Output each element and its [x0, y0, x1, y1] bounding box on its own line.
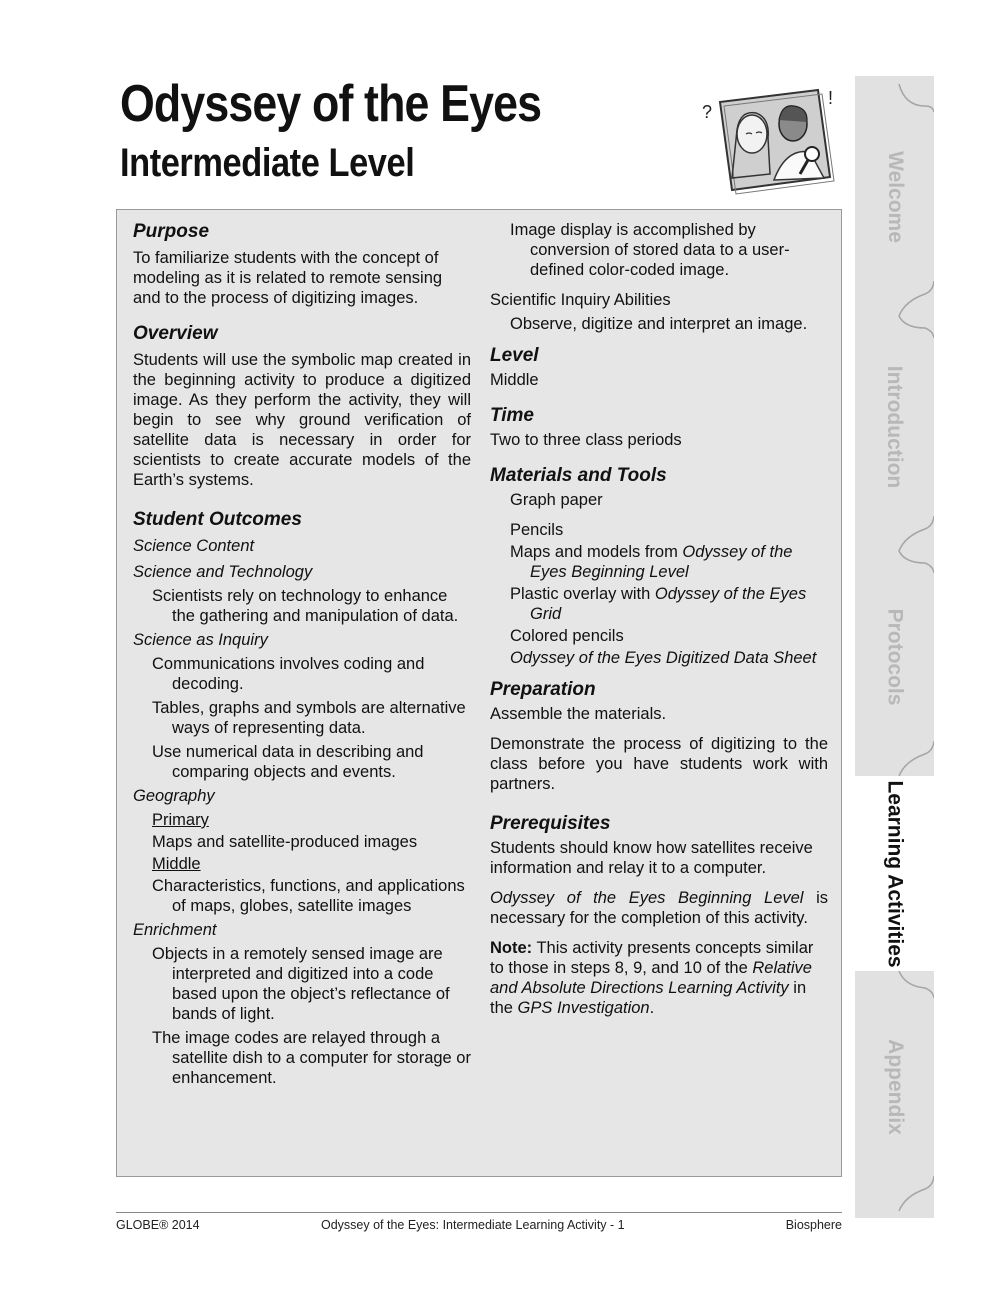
page-subtitle: Intermediate Level [120, 141, 415, 185]
note-investigation-title: GPS Investigation [517, 999, 650, 1017]
list-item: Characteristics, functions, and applications of maps, globes, satellite images [152, 877, 465, 915]
materials-heading: Materials and Tools [490, 465, 667, 486]
tab-introduction-label: Introduction [883, 365, 907, 489]
list-item: Graph paper [510, 491, 603, 509]
note-activity-title: Relative and Absolute Directions Learning Activity [490, 959, 812, 997]
sci-inquiry-label: Science as Inquiry [133, 631, 268, 649]
list-item: Tables, graphs and symbols are alternative ways of representing data. [152, 699, 466, 737]
note-part: This activity presents concepts similar to those in steps 8, 9, and 10 of the [490, 939, 814, 977]
level-heading: Level [490, 345, 539, 366]
list-item: Communications involves coding and decoding. [152, 655, 425, 693]
science-content-label: Science Content [133, 537, 255, 555]
prereq-title: Odyssey of the Eyes Beginning Level [490, 889, 804, 907]
content-box [116, 209, 842, 1177]
list-item-text: Plastic overlay with [510, 585, 655, 603]
list-item-title: Odyssey of the Eyes Grid [530, 585, 807, 623]
list-item: Pencils [510, 521, 564, 539]
list-item: Colored pencils [510, 627, 624, 645]
page-footer [116, 1212, 842, 1232]
list-item: Observe, digitize and interpret an image. [510, 315, 808, 333]
tab-learning-activities[interactable] [855, 776, 934, 971]
tab-appendix-label: Appendix [883, 1039, 907, 1135]
svg-text:?: ? [702, 102, 713, 122]
prereq-text-1: Students should know how satellites receive information and relay it to a computer. [490, 839, 813, 877]
note-part: in the [490, 979, 807, 1017]
right-column [490, 220, 828, 1018]
outcomes-heading: Student Outcomes [133, 509, 302, 530]
geography-label: Geography [133, 787, 215, 805]
list-item [490, 584, 828, 624]
enrichment-label: Enrichment [133, 921, 217, 939]
note-label: Note: [490, 939, 533, 957]
list-item: Objects in a remotely sensed image are interpreted and digitized into a code based upon the object’s reflectance of bands of light. [152, 945, 450, 1023]
prep-text-2: Demonstrate the process of digitizing to the class before you have students work with partners. [490, 735, 828, 793]
section-tabs [855, 76, 934, 1218]
list-item-title: Odyssey of the Eyes Beginning Level [530, 543, 793, 581]
prep-text-1: Assemble the materials. [490, 705, 667, 723]
sci-tech-label: Science and Technology [133, 563, 313, 581]
tab-learning-activities-label: Learning Activities [883, 779, 907, 968]
page-title: Odyssey of the Eyes [120, 75, 542, 133]
prerequisites-heading: Prerequisites [490, 813, 611, 834]
footer-right: Biosphere [785, 1218, 842, 1232]
middle-label: Middle [152, 855, 201, 873]
tab-appendix[interactable] [855, 998, 934, 1176]
time-heading: Time [490, 405, 535, 426]
tab-welcome[interactable] [855, 112, 934, 282]
sia-heading: Scientific Inquiry Abilities [490, 291, 671, 309]
list-item [490, 542, 828, 582]
footer-left: GLOBE® 2014 [116, 1218, 200, 1232]
purpose-text: To familiarize students with the concept of modeling as it is related to remote sensing and to the process of digitizing images. [133, 249, 443, 307]
list-item: Scientists rely on technology to enhance the gathering and manipulation of data. [152, 587, 459, 625]
tab-protocols[interactable] [855, 573, 934, 741]
note-text [490, 938, 828, 1018]
students-illustration [690, 82, 840, 202]
overview-heading: Overview [133, 323, 218, 344]
level-text: Middle [490, 371, 539, 389]
svg-text:!: ! [828, 88, 834, 108]
list-item: Odyssey of the Eyes Digitized Data Sheet [510, 649, 817, 667]
list-item-text: Maps and models from [510, 543, 683, 561]
list-item: Use numerical data in describing and comparing objects and events. [152, 743, 424, 781]
list-item: Maps and satellite-produced images [152, 833, 418, 851]
tab-introduction[interactable] [855, 338, 934, 516]
image-display-text: Image display is accomplished by conversion of stored data to a user-defined color-coded image. [510, 221, 790, 279]
footer-center: Odyssey of the Eyes: Intermediate Learning Activity - 1 [321, 1218, 625, 1232]
note-part: . [649, 999, 655, 1017]
overview-text: Students will use the symbolic map created in the beginning activity to produce a digitized image. As they perform the activity, they will begin to see why ground verification of satellite data is necessary in order for scientists to create accurate models of the Earth’s systems. [133, 351, 471, 489]
preparation-heading: Preparation [490, 679, 596, 700]
prereq-text-2 [490, 888, 828, 928]
time-text: Two to three class periods [490, 431, 682, 449]
prereq-rest: is necessary for the completion of this activity. [490, 889, 828, 927]
tab-welcome-label: Welcome [883, 151, 907, 243]
list-item: The image codes are relayed through a satellite dish to a computer for storage or enhancement. [152, 1029, 471, 1087]
left-column [133, 220, 471, 1088]
purpose-heading: Purpose [133, 221, 210, 242]
primary-label: Primary [152, 811, 209, 829]
tab-protocols-label: Protocols [883, 608, 907, 706]
